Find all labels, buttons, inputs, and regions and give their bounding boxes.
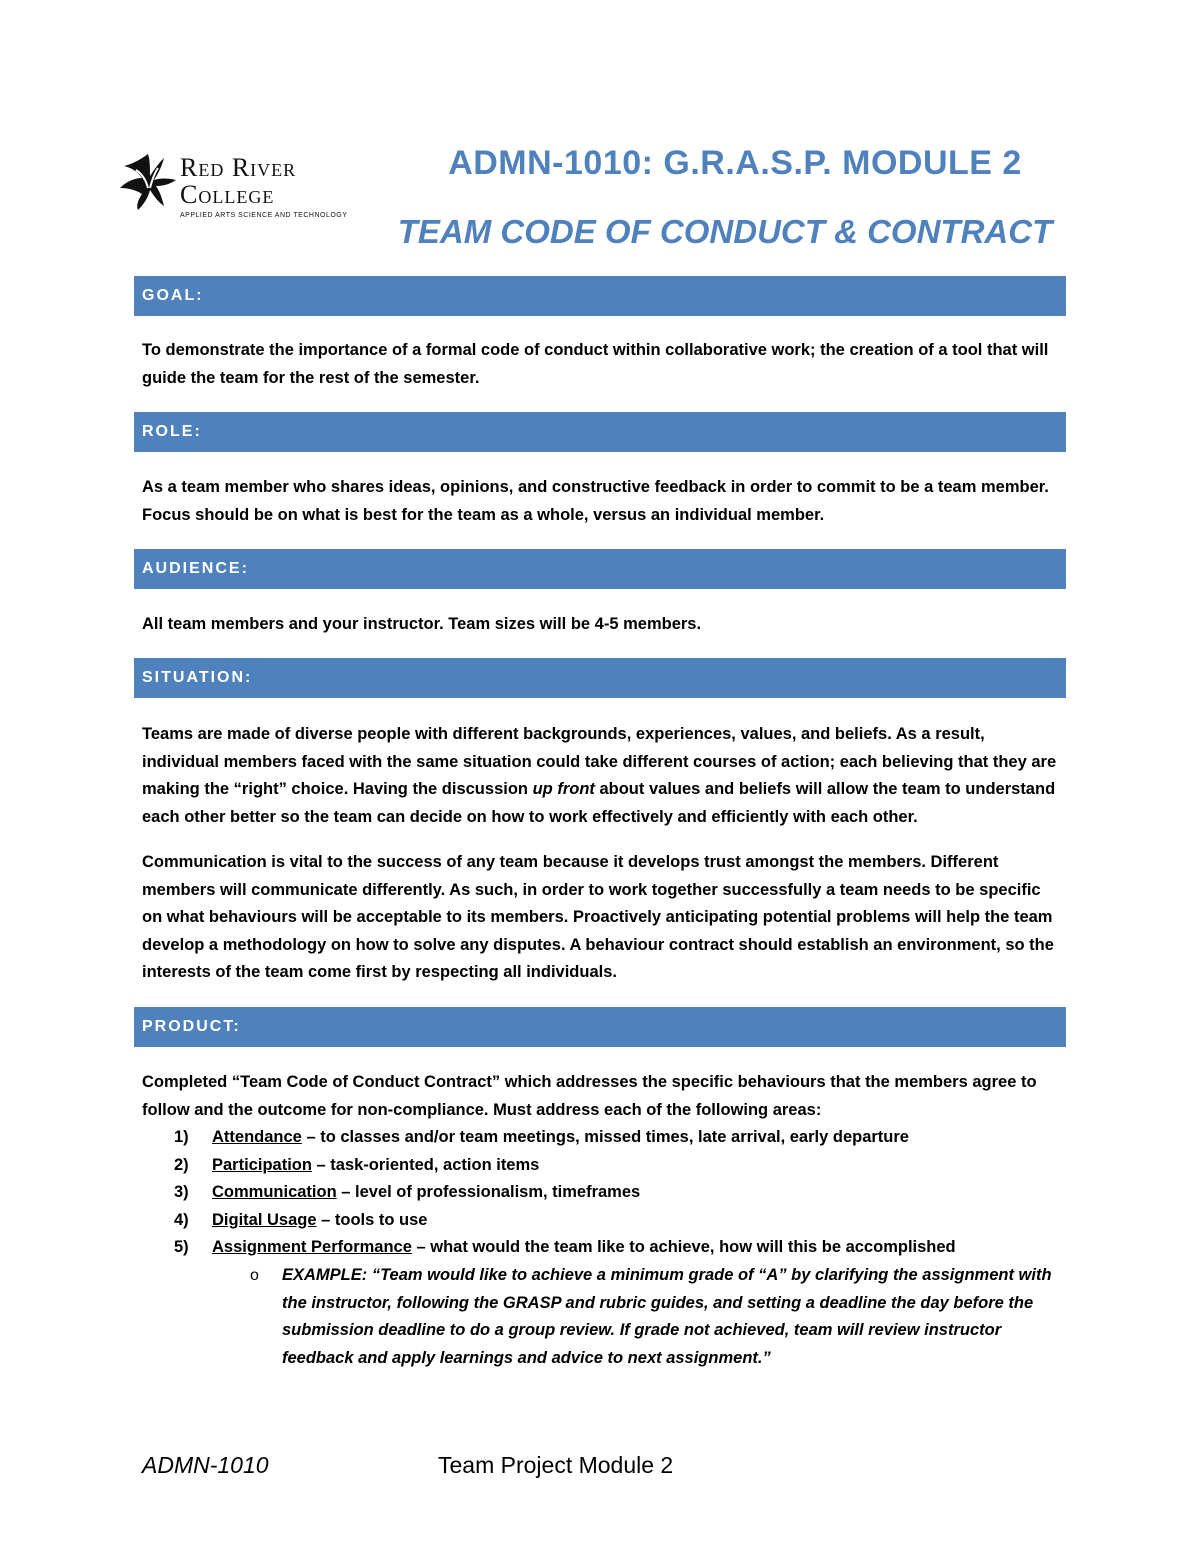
example-label: EXAMPLE — [282, 1266, 362, 1284]
document-subtitle: TEAM CODE OF CONDUCT & CONTRACT — [397, 213, 1053, 250]
logo-emblem-icon — [118, 150, 178, 212]
section-header-situation: SITUATION: — [134, 658, 1066, 698]
college-logo — [118, 150, 348, 225]
section-header-product: PRODUCT: — [134, 1007, 1066, 1047]
logo-line-1: Red River — [180, 153, 297, 182]
footer-label: Team Project Module 2 — [438, 1452, 674, 1478]
list-item: 5) Assignment Performance – what would the team like to achieve, how will this be accomplished — [174, 1238, 956, 1256]
area-term: Assignment Performance — [212, 1238, 412, 1256]
section-header-role: ROLE: — [134, 412, 1066, 452]
logo-wordmark — [180, 154, 347, 219]
area-desc: – to classes and/or team meetings, missed times, late arrival, early departure — [301, 1128, 909, 1146]
list-item: 2) Participation – task-oriented, action items — [174, 1155, 540, 1174]
goal-text: To demonstrate the importance of a formal code of conduct within collaborative work; the creation of a tool that will guide the team for the rest of the semester. — [142, 341, 1049, 387]
logo-tagline: APPLIED ARTS SCIENCE AND TECHNOLOGY — [180, 212, 348, 219]
contract-areas-list — [142, 1124, 1062, 1262]
situation-p1-before: Teams are made of diverse people with different backgrounds, experiences, values, and beliefs. As a result, individual members faced with the same situation could take different courses of action; each believing that they are making the “right” choice. Having the discussion — [142, 725, 1057, 798]
area-desc: – level of professionalism, timeframes — [336, 1183, 641, 1201]
area-term: Digital Usage — [212, 1210, 317, 1229]
example-body: : “Team would like to achieve a minimum grade of “A” by clarifying the assignment with the instructor, following the GRASP and rubric guides, and setting a deadline the day before the submission deadline to do a group review. If grade not achieved, team will review instructor feedback and apply learnings and advice to next assignment.” — [282, 1266, 1052, 1367]
product-intro: Completed “Team Code of Conduct Contract” which addresses the specific behaviours that the members agree to follow and the outcome for non-compliance. Must address each of the following areas: — [142, 1073, 1037, 1119]
role-text: As a team member who shares ideas, opinions, and constructive feedback in order to commit to be a team member. Focus should be on what is best for the team as a whole, versus an individual member. — [142, 478, 1049, 524]
example-subitem — [250, 1262, 1062, 1372]
section-header-goal: GOAL: — [134, 276, 1066, 316]
area-term: Communication — [212, 1183, 337, 1201]
footer-course-code: ADMN-1010 — [142, 1452, 269, 1478]
list-item: 4) Digital Usage – tools to use — [174, 1210, 428, 1229]
situation-paragraph-2: Communication is vital to the success of any team because it develops trust amongst the members. Different members will communicate differently. As such, in order to work together successfully a team needs to be specific on what behaviours will be acceptable to its members. Proactively anticipating potential problems will help the team develop a methodology on how to solve any disputes. A behaviour contract should establish an environment, so the interests of the team come first by respecting all individuals. — [142, 853, 1054, 981]
situation-paragraph-1 — [142, 721, 1062, 831]
document-title: ADMN-1010: G.R.A.S.P. MODULE 2 — [448, 144, 1022, 182]
logo-line-2: College — [180, 180, 275, 209]
list-item: 1) Attendance – to classes and/or team meetings, missed times, late arrival, early departure — [174, 1128, 909, 1146]
list-item: 3) Communication – level of professionalism, timeframes — [174, 1183, 641, 1201]
situation-p1-after: about values and beliefs will allow the team to understand each other better so the team can decide on how to work effectively and efficiently with each other. — [142, 780, 1056, 826]
example-text — [282, 1262, 1062, 1372]
situation-p1-emphasis: up front — [532, 780, 595, 798]
area-term: Attendance — [212, 1128, 302, 1146]
section-header-audience: AUDIENCE: — [134, 549, 1066, 589]
bullet-icon: o — [250, 1267, 259, 1284]
area-desc: – task-oriented, action items — [311, 1155, 540, 1174]
area-term: Participation — [212, 1155, 312, 1174]
audience-text: All team members and your instructor. Team sizes will be 4-5 members. — [142, 615, 702, 633]
area-desc: – what would the team like to achieve, how will this be accomplished — [411, 1238, 956, 1256]
area-desc: – tools to use — [316, 1210, 428, 1229]
